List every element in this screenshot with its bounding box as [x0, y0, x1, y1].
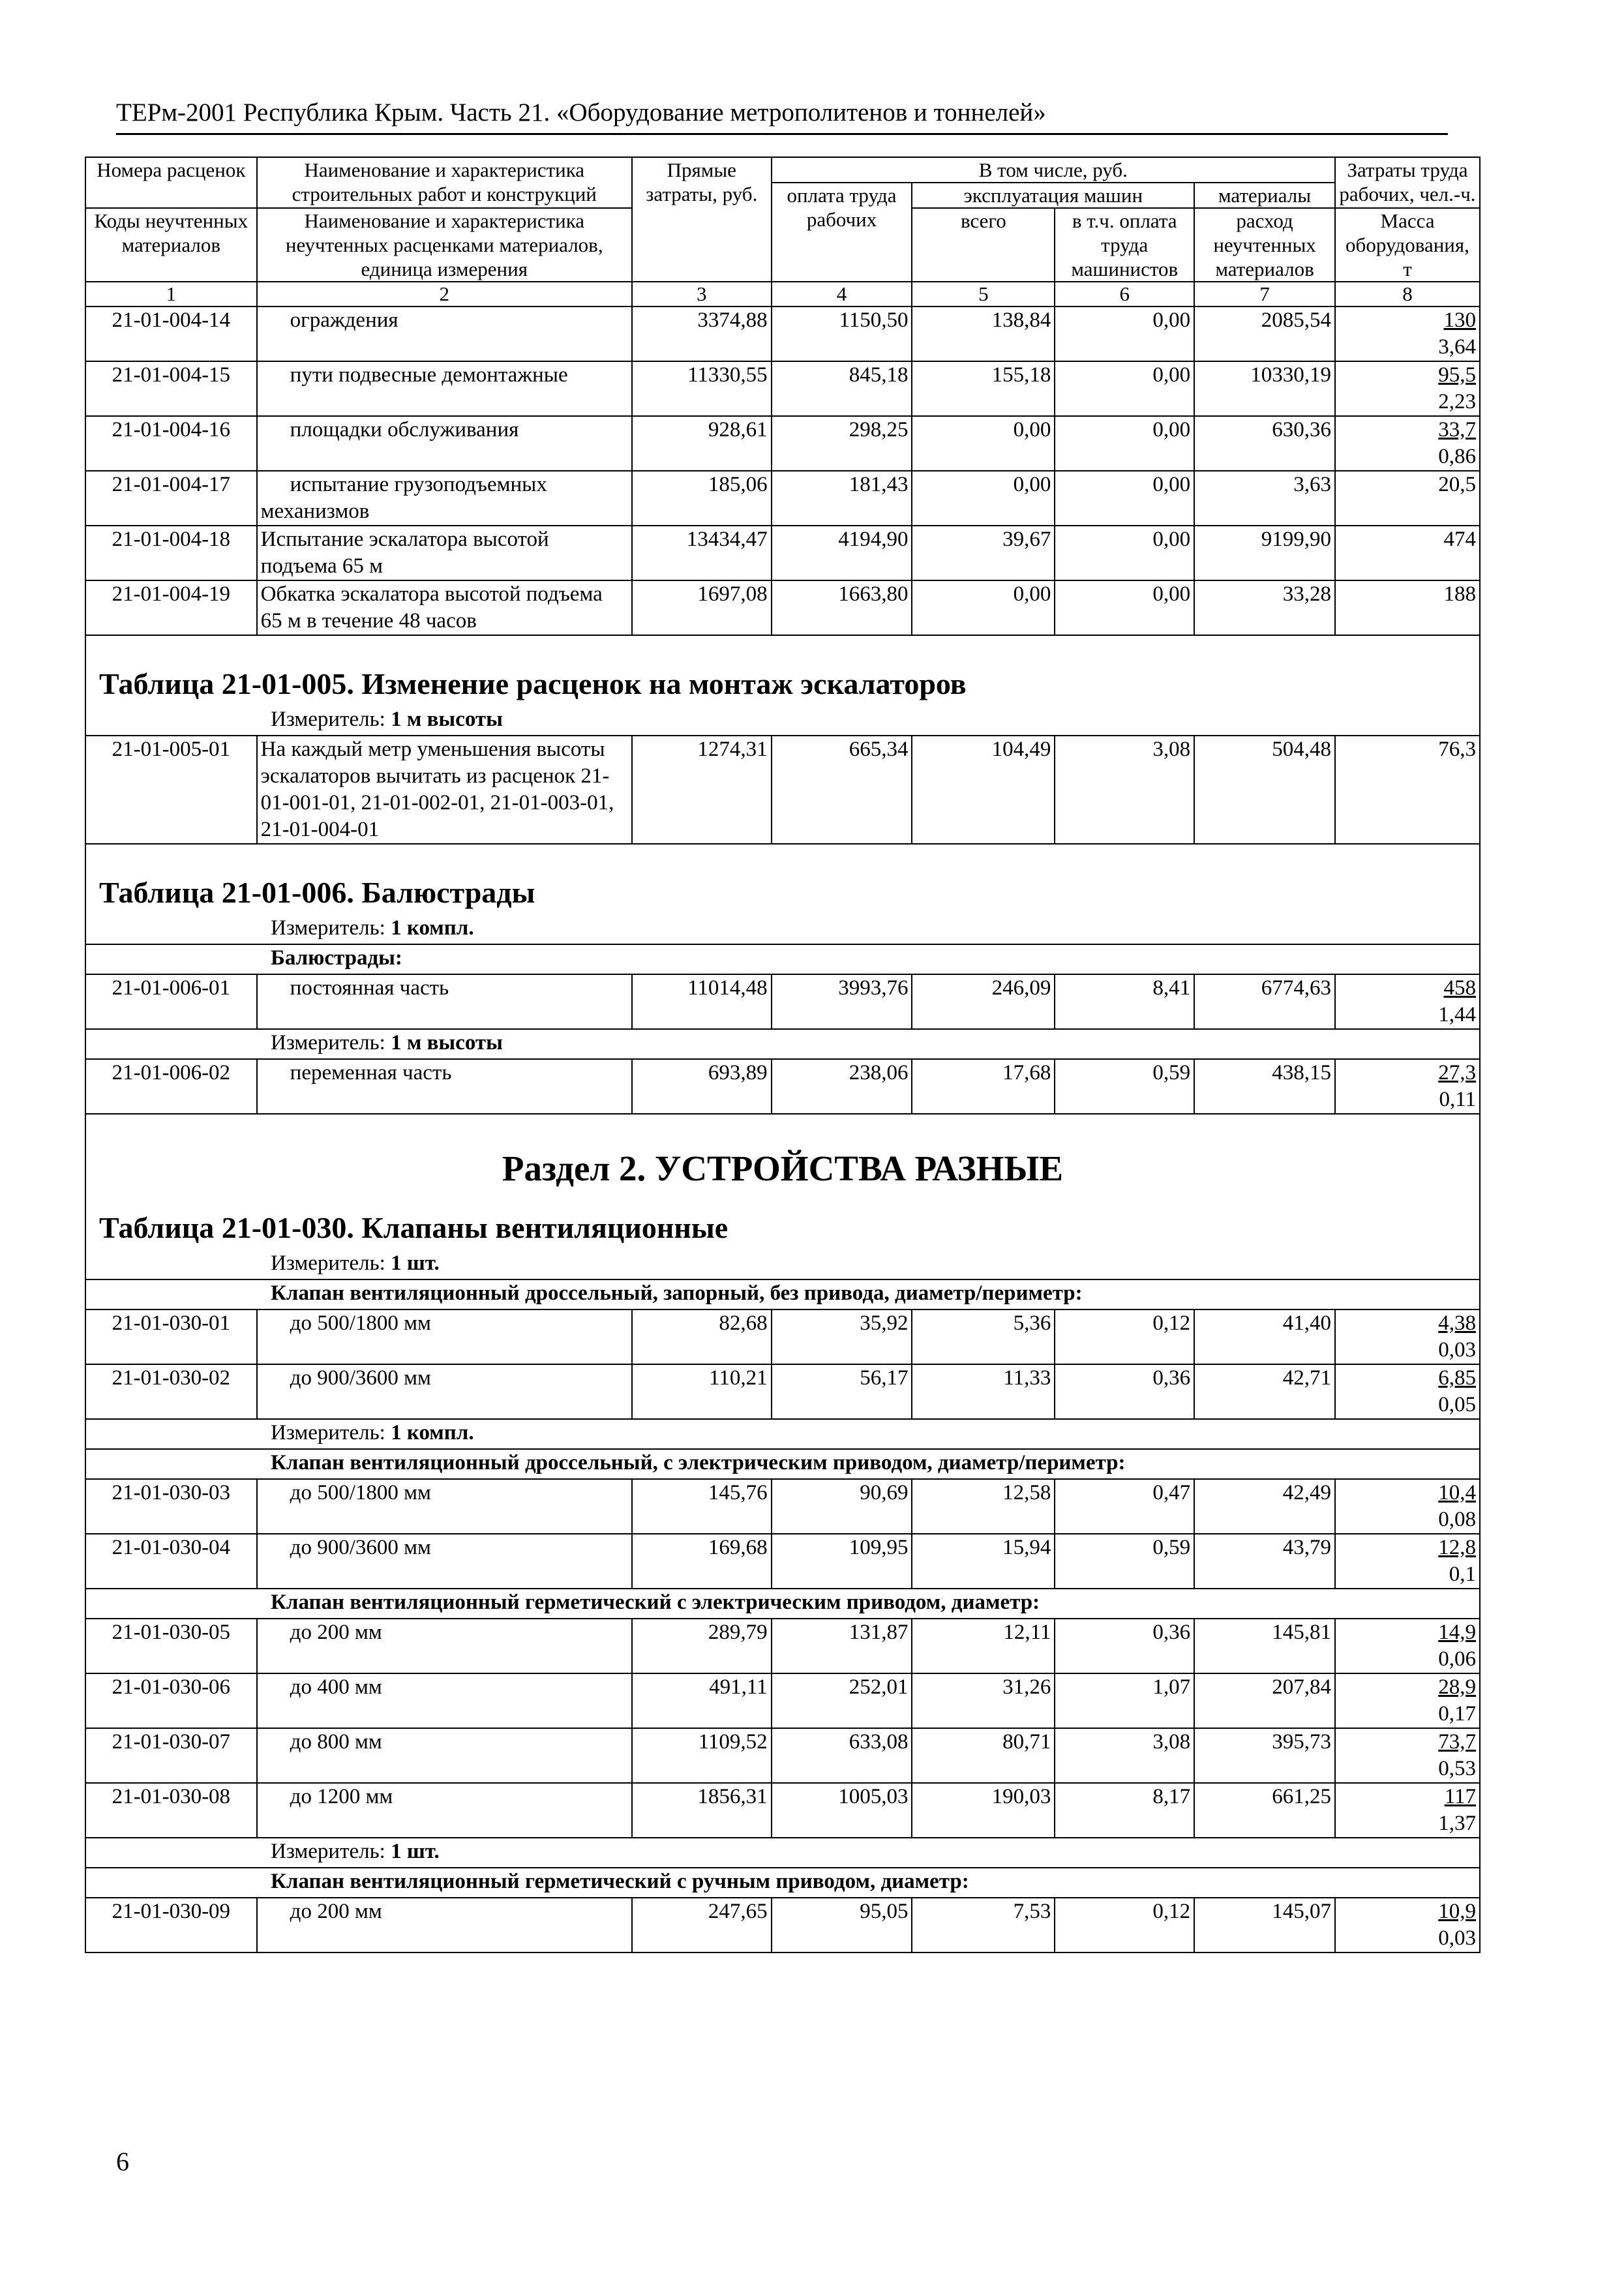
measure-label: Измеритель:	[271, 1421, 385, 1444]
row-mat: 145,07	[1194, 1898, 1335, 1952]
table-row	[85, 1479, 1480, 1534]
row-code: 21-01-030-03	[85, 1479, 257, 1534]
row-mach-labor: 0,36	[1055, 1364, 1194, 1419]
row-mat: 3,63	[1194, 471, 1335, 526]
row-code: 21-01-004-15	[85, 361, 257, 416]
row-hours: 14,9	[1438, 1621, 1476, 1644]
row-mach-labor: 8,17	[1055, 1783, 1194, 1838]
table-row	[85, 307, 1480, 361]
row-name: до 1200 мм	[257, 1783, 632, 1838]
group-row	[85, 1868, 1480, 1898]
row-mat: 6774,63	[1194, 974, 1335, 1029]
table-row	[85, 526, 1480, 580]
row-mach: 12,11	[912, 1619, 1055, 1673]
row-name: постоянная часть	[257, 974, 632, 1029]
row-labor: 131,87	[772, 1619, 912, 1673]
table-row	[85, 580, 1480, 635]
row-mass: 0,03	[1438, 1338, 1476, 1362]
row-direct: 1109,52	[632, 1728, 772, 1783]
row-direct: 1274,31	[632, 736, 772, 844]
row-direct: 110,21	[632, 1364, 772, 1419]
table-row	[85, 361, 1480, 416]
row-mach-labor: 0,00	[1055, 526, 1194, 580]
row-direct: 1856,31	[632, 1783, 772, 1838]
measure-value: 1 компл.	[391, 916, 474, 940]
row-hours: 28,9	[1438, 1675, 1476, 1699]
row-mach-labor: 0,59	[1055, 1534, 1194, 1589]
row-code: 21-01-005-01	[85, 736, 257, 844]
row-name: Испытание эскалатора высотой подъема 65 м	[257, 526, 632, 580]
row-name: до 500/1800 мм	[257, 1479, 632, 1534]
row-hours: 117	[1444, 1785, 1476, 1808]
table-row	[85, 1728, 1480, 1783]
row-mach-labor: 0,12	[1055, 1309, 1194, 1364]
row-labor: 181,43	[772, 471, 912, 526]
measure-value: 1 компл.	[391, 1421, 474, 1444]
row-mach: 17,68	[912, 1059, 1055, 1114]
row-code: 21-01-030-04	[85, 1534, 257, 1589]
th-col7: расход неучтенных материалов	[1194, 208, 1335, 282]
row-mat: 42,71	[1194, 1364, 1335, 1419]
row-mach-labor: 0,00	[1055, 361, 1194, 416]
row-direct: 247,65	[632, 1898, 772, 1952]
row-labor: 665,34	[772, 736, 912, 844]
table-030-title: Таблица 21-01-030. Клапаны вентиляционные	[99, 1211, 729, 1244]
measure-label: Измеритель:	[271, 1840, 385, 1863]
row-code: 21-01-004-16	[85, 416, 257, 471]
row-name: до 200 мм	[257, 1619, 632, 1673]
row-mach-labor: 0,36	[1055, 1619, 1194, 1673]
row-labor: 252,01	[772, 1673, 912, 1728]
row-mach: 104,49	[912, 736, 1055, 844]
group-row	[85, 944, 1480, 974]
row-labor-mass	[1335, 1534, 1480, 1589]
row-mach-labor: 0,00	[1055, 307, 1194, 361]
row-direct: 289,79	[632, 1619, 772, 1673]
row-direct: 11014,48	[632, 974, 772, 1029]
row-name: ограждения	[257, 307, 632, 361]
row-mass: 0,11	[1439, 1088, 1476, 1111]
row-name: до 500/1800 мм	[257, 1309, 632, 1364]
row-mach: 138,84	[912, 307, 1055, 361]
row-mach: 12,58	[912, 1479, 1055, 1534]
row-labor: 238,06	[772, 1059, 912, 1114]
col-number: 5	[912, 282, 1055, 307]
col-number: 6	[1055, 282, 1194, 307]
row-mass: 2,23	[1438, 390, 1476, 413]
row-hours: 130	[1443, 308, 1476, 332]
row-mat: 2085,54	[1194, 307, 1335, 361]
row-hours: 33,7	[1438, 418, 1476, 441]
row-direct: 11330,55	[632, 361, 772, 416]
row-mat: 395,73	[1194, 1728, 1335, 1783]
row-labor: 1663,80	[772, 580, 912, 635]
col-number: 3	[632, 282, 772, 307]
th-col2-bottom: Наименование и характеристика неучтенных расценками материалов, единица измерения	[257, 208, 632, 282]
row-mass: 0,53	[1438, 1757, 1476, 1780]
th-col1-bottom: Коды неучтенных материалов	[85, 208, 257, 282]
row-mach-labor: 0,00	[1055, 416, 1194, 471]
th-group-materials: материалы	[1194, 183, 1335, 208]
row-labor: 95,05	[772, 1898, 912, 1952]
row-mat: 504,48	[1194, 736, 1335, 844]
row-labor: 109,95	[772, 1534, 912, 1589]
row-mass: 1,37	[1438, 1812, 1476, 1835]
row-labor: 1150,50	[772, 307, 912, 361]
row-mach: 155,18	[912, 361, 1055, 416]
row-name: пути подвесные демонтажные	[257, 361, 632, 416]
row-mach: 80,71	[912, 1728, 1055, 1783]
measure-label: Измеритель:	[271, 708, 385, 731]
row-labor-mass	[1335, 1059, 1480, 1114]
th-col3: Прямые затраты, руб.	[632, 157, 772, 282]
row-labor: 90,69	[772, 1479, 912, 1534]
row-mach: 5,36	[912, 1309, 1055, 1364]
col-number: 8	[1335, 282, 1480, 307]
th-col4: оплата труда рабочих	[772, 183, 912, 282]
table-row	[85, 1534, 1480, 1589]
row-code: 21-01-030-01	[85, 1309, 257, 1364]
part2-title: Раздел 2. УСТРОЙСТВА РАЗНЫЕ	[502, 1148, 1064, 1188]
row-labor-mass	[1335, 1309, 1480, 1364]
row-labor-mass	[1335, 416, 1480, 471]
measure-value: 1 шт.	[391, 1251, 440, 1275]
col-number: 4	[772, 282, 912, 307]
row-name: до 400 мм	[257, 1673, 632, 1728]
row-labor: 35,92	[772, 1309, 912, 1364]
row-mach-labor: 3,08	[1055, 736, 1194, 844]
table-005-title: Таблица 21-01-005. Изменение расценок на монтаж эскалаторов	[99, 667, 967, 700]
row-mach: 0,00	[912, 416, 1055, 471]
row-hours: 20,5	[1335, 471, 1480, 526]
row-hours: 10,4	[1438, 1481, 1476, 1504]
row-direct: 145,76	[632, 1479, 772, 1534]
table-row	[85, 1364, 1480, 1419]
col-number: 7	[1194, 282, 1335, 307]
row-mat: 630,36	[1194, 416, 1335, 471]
row-hours: 188	[1335, 580, 1480, 635]
row-hours: 458	[1443, 976, 1476, 1000]
row-hours: 6,85	[1438, 1366, 1476, 1390]
table-row	[85, 471, 1480, 526]
row-labor-mass	[1335, 1783, 1480, 1838]
row-mat: 145,81	[1194, 1619, 1335, 1673]
row-code: 21-01-004-18	[85, 526, 257, 580]
row-mat: 43,79	[1194, 1534, 1335, 1589]
measure-label: Измеритель:	[271, 1251, 385, 1275]
th-group-machines: эксплуатация машин	[912, 183, 1194, 208]
row-code: 21-01-004-14	[85, 307, 257, 361]
row-direct: 693,89	[632, 1059, 772, 1114]
row-mach-labor: 0,59	[1055, 1059, 1194, 1114]
row-hours: 95,5	[1438, 363, 1476, 387]
measure-row	[85, 1250, 1480, 1279]
th-col8-bottom: Масса оборудования, т	[1335, 208, 1480, 282]
row-labor: 3993,76	[772, 974, 912, 1029]
row-hours: 76,3	[1335, 736, 1480, 844]
page-number: 6	[116, 2147, 129, 2176]
row-name: до 900/3600 мм	[257, 1534, 632, 1589]
row-direct: 82,68	[632, 1309, 772, 1364]
row-code: 21-01-006-02	[85, 1059, 257, 1114]
row-mach-labor: 3,08	[1055, 1728, 1194, 1783]
row-labor-mass	[1335, 1898, 1480, 1952]
th-group-incl: В том числе, руб.	[772, 157, 1335, 183]
table-row	[85, 974, 1480, 1029]
row-code: 21-01-004-19	[85, 580, 257, 635]
row-labor-mass	[1335, 974, 1480, 1029]
measure-row	[85, 915, 1480, 944]
row-name: переменная часть	[257, 1059, 632, 1114]
measure-label: Измеритель:	[271, 916, 385, 940]
row-mass: 0,17	[1438, 1702, 1476, 1726]
row-labor: 1005,03	[772, 1783, 912, 1838]
row-mat: 9199,90	[1194, 526, 1335, 580]
row-mach: 11,33	[912, 1364, 1055, 1419]
row-direct: 491,11	[632, 1673, 772, 1728]
measure-row	[85, 1838, 1480, 1868]
row-name: до 800 мм	[257, 1728, 632, 1783]
row-labor-mass	[1335, 361, 1480, 416]
row-mat: 661,25	[1194, 1783, 1335, 1838]
measure-value: 1 м высоты	[391, 708, 503, 731]
row-mat: 42,49	[1194, 1479, 1335, 1534]
row-code: 21-01-030-02	[85, 1364, 257, 1419]
row-name: На каждый метр уменьшения высоты эскалаторов вычитать из расценок 21-01-001-01, 21-01-002-01, 21-01-003-01, 21-01-004-01	[257, 736, 632, 844]
measure-value: 1 м высоты	[391, 1031, 503, 1055]
row-mach: 15,94	[912, 1534, 1055, 1589]
row-mach: 0,00	[912, 580, 1055, 635]
row-labor: 845,18	[772, 361, 912, 416]
row-mass: 0,86	[1438, 445, 1476, 468]
row-labor-mass	[1335, 1728, 1480, 1783]
row-code: 21-01-030-06	[85, 1673, 257, 1728]
row-hours: 12,8	[1438, 1536, 1476, 1559]
row-name: до 200 мм	[257, 1898, 632, 1952]
row-mass: 0,06	[1438, 1647, 1476, 1671]
row-hours: 10,9	[1438, 1900, 1476, 1923]
row-mat: 438,15	[1194, 1059, 1335, 1114]
group-title: Клапан вентиляционный герметический с ручным приводом, диаметр:	[85, 1868, 1480, 1898]
th-col5: всего	[912, 208, 1055, 282]
col-number: 1	[85, 282, 257, 307]
group-title: Клапан вентиляционный герметический с электрическим приводом, диаметр:	[85, 1589, 1480, 1619]
table-row	[85, 1898, 1480, 1952]
row-mach-labor: 1,07	[1055, 1673, 1194, 1728]
row-name: до 900/3600 мм	[257, 1364, 632, 1419]
row-labor-mass	[1335, 1479, 1480, 1534]
row-hours: 474	[1335, 526, 1480, 580]
row-hours: 73,7	[1438, 1730, 1476, 1754]
row-mach: 7,53	[912, 1898, 1055, 1952]
row-code: 21-01-030-07	[85, 1728, 257, 1783]
group-row	[85, 1589, 1480, 1619]
measure-row	[85, 1029, 1480, 1059]
row-mach-labor: 0,12	[1055, 1898, 1194, 1952]
th-col6: в т.ч. оплата труда машинистов	[1055, 208, 1194, 282]
row-labor-mass	[1335, 1673, 1480, 1728]
row-code: 21-01-030-09	[85, 1898, 257, 1952]
row-code: 21-01-030-08	[85, 1783, 257, 1838]
rates-table	[85, 157, 1481, 1953]
row-mach-labor: 0,00	[1055, 471, 1194, 526]
row-labor: 298,25	[772, 416, 912, 471]
row-mach-labor: 8,41	[1055, 974, 1194, 1029]
row-mass: 0,08	[1438, 1508, 1476, 1531]
group-title: Клапан вентиляционный дроссельный, запорный, без привода, диаметр/периметр:	[85, 1279, 1480, 1309]
row-mass: 0,1	[1449, 1563, 1476, 1586]
group-row	[85, 1279, 1480, 1309]
row-code: 21-01-030-05	[85, 1619, 257, 1673]
measure-row	[85, 1419, 1480, 1449]
row-direct: 13434,47	[632, 526, 772, 580]
th-col2-top: Наименование и характеристика строительных работ и конструкций	[257, 157, 632, 208]
row-mat: 10330,19	[1194, 361, 1335, 416]
row-mach: 190,03	[912, 1783, 1055, 1838]
row-mach-labor: 0,47	[1055, 1479, 1194, 1534]
table-006-title: Таблица 21-01-006. Балюстрады	[99, 876, 535, 909]
row-mass: 0,03	[1438, 1926, 1476, 1950]
row-code: 21-01-006-01	[85, 974, 257, 1029]
group-title: Клапан вентиляционный дроссельный, с электрическим приводом, диаметр/периметр:	[85, 1449, 1480, 1479]
page-header-title: ТЕРм-2001 Республика Крым. Часть 21. «Оборудование метрополитенов и тоннелей»	[116, 98, 1046, 127]
row-labor-mass	[1335, 307, 1480, 361]
header-rule	[116, 133, 1448, 135]
group-title: Балюстрады:	[85, 944, 1480, 974]
row-labor: 56,17	[772, 1364, 912, 1419]
row-mat: 41,40	[1194, 1309, 1335, 1364]
th-col8-top: Затраты труда рабочих, чел.-ч.	[1335, 157, 1480, 208]
row-name: испытание грузоподъемных механизмов	[257, 471, 632, 526]
row-name: площадки обслуживания	[257, 416, 632, 471]
table-row	[85, 416, 1480, 471]
table-row	[85, 1309, 1480, 1364]
table-row	[85, 736, 1480, 844]
row-labor-mass	[1335, 1364, 1480, 1419]
row-mach: 31,26	[912, 1673, 1055, 1728]
th-col1-top: Номера расценок	[85, 157, 257, 208]
row-hours: 4,38	[1438, 1311, 1476, 1335]
row-code: 21-01-004-17	[85, 471, 257, 526]
measure-row	[85, 706, 1480, 736]
group-row	[85, 1449, 1480, 1479]
row-mass: 3,64	[1438, 335, 1476, 359]
row-labor: 633,08	[772, 1728, 912, 1783]
row-direct: 1697,08	[632, 580, 772, 635]
row-mass: 1,44	[1438, 1003, 1476, 1026]
table-row	[85, 1673, 1480, 1728]
row-mat: 33,28	[1194, 580, 1335, 635]
row-direct: 185,06	[632, 471, 772, 526]
row-hours: 27,3	[1438, 1061, 1476, 1085]
row-direct: 3374,88	[632, 307, 772, 361]
table-row	[85, 1619, 1480, 1673]
row-name: Обкатка эскалатора высотой подъема 65 м в течение 48 часов	[257, 580, 632, 635]
table-row	[85, 1059, 1480, 1114]
row-mass: 0,05	[1438, 1393, 1476, 1416]
measure-value: 1 шт.	[391, 1840, 440, 1863]
row-mach: 246,09	[912, 974, 1055, 1029]
row-mat: 207,84	[1194, 1673, 1335, 1728]
row-mach: 0,00	[912, 471, 1055, 526]
table-row	[85, 1783, 1480, 1838]
row-direct: 169,68	[632, 1534, 772, 1589]
measure-label: Измеритель:	[271, 1031, 385, 1055]
col-number: 2	[257, 282, 632, 307]
row-labor-mass	[1335, 1619, 1480, 1673]
row-labor: 4194,90	[772, 526, 912, 580]
row-mach-labor: 0,00	[1055, 580, 1194, 635]
row-direct: 928,61	[632, 416, 772, 471]
row-mach: 39,67	[912, 526, 1055, 580]
